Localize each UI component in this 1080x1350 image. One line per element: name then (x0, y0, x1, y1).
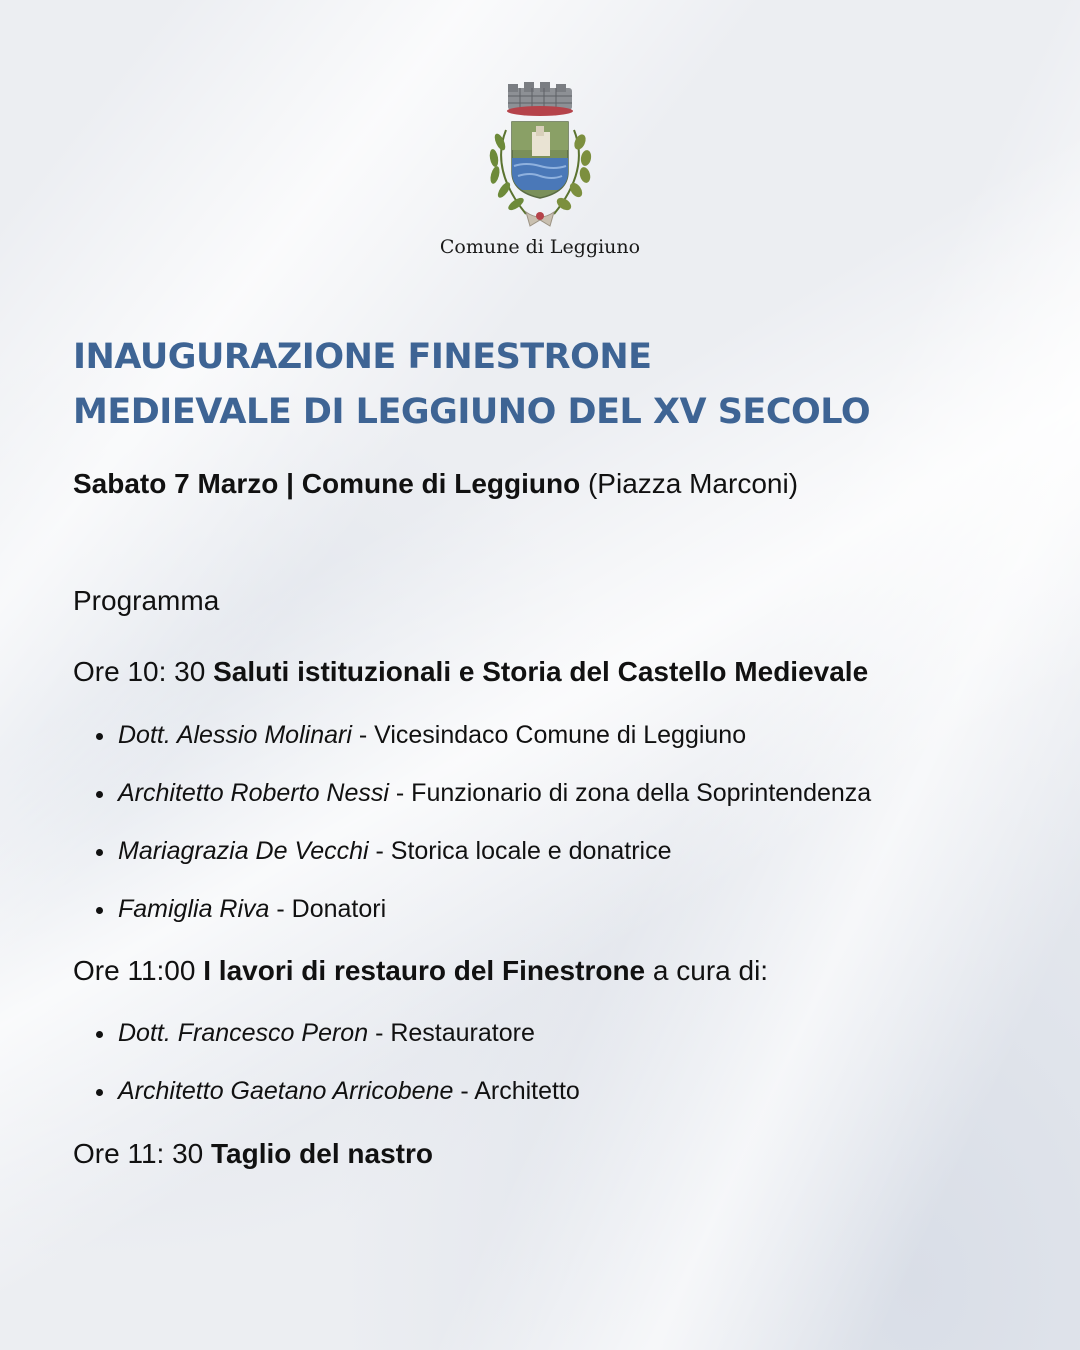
session-title: Taglio del nastro (211, 1138, 433, 1169)
ribbon-icon (526, 212, 554, 226)
list-item (96, 892, 871, 950)
speaker-name: Dott. Alessio Molinari (118, 721, 352, 749)
speaker-role: - Vicesindaco Comune di Leggiuno (351, 721, 747, 749)
coat-of-arms-emblem (478, 80, 602, 232)
comune-name-label: Comune di Leggiuno (439, 236, 641, 258)
list-item (96, 776, 871, 834)
speaker-name: Architetto Gaetano Arricobene (118, 1077, 454, 1105)
session-heading-2 (73, 953, 768, 989)
session-heading-3 (73, 1136, 433, 1172)
speaker-role: - Donatori (269, 895, 387, 923)
event-date-bold: Sabato 7 Marzo | Comune di Leggiuno (73, 468, 581, 499)
crown-icon (507, 82, 573, 116)
event-title-line-1: INAUGURAZIONE FINESTRONE (73, 337, 652, 377)
session-time: Ore 11:00 (73, 955, 204, 986)
speaker-role: - Storica locale e donatrice (368, 837, 672, 865)
event-date-location (73, 466, 798, 502)
speaker-name: Dott. Francesco Peron (118, 1019, 369, 1047)
event-title (73, 330, 1033, 440)
speaker-list-1 (96, 718, 871, 950)
event-location: (Piazza Marconi) (580, 468, 799, 499)
speaker-role: - Restauratore (368, 1019, 535, 1047)
session-suffix: a cura di: (645, 955, 769, 986)
list-item (96, 834, 871, 892)
session-time: Ore 10: 30 (73, 656, 214, 687)
session-title: I lavori di restauro del Finestrone (203, 955, 646, 986)
list-item (96, 1074, 580, 1132)
shield-icon (512, 122, 568, 198)
speaker-name: Mariagrazia De Vecchi (118, 837, 369, 865)
speaker-role: - Architetto (453, 1077, 580, 1105)
program-label: Programma (73, 585, 220, 616)
speaker-name: Famiglia Riva (118, 895, 270, 923)
speaker-name: Architetto Roberto Nessi (118, 779, 389, 807)
list-item (96, 1016, 580, 1074)
speaker-list-2 (96, 1016, 580, 1132)
session-heading-1 (73, 654, 868, 690)
event-title-line-2: MEDIEVALE DI LEGGIUNO DEL XV SECOLO (73, 392, 871, 432)
speaker-role: - Funzionario di zona della Soprintendenza (388, 779, 872, 807)
session-time: Ore 11: 30 (73, 1138, 212, 1169)
list-item (96, 718, 871, 776)
session-title: Saluti istituzionali e Storia del Castello Medievale (213, 656, 869, 687)
